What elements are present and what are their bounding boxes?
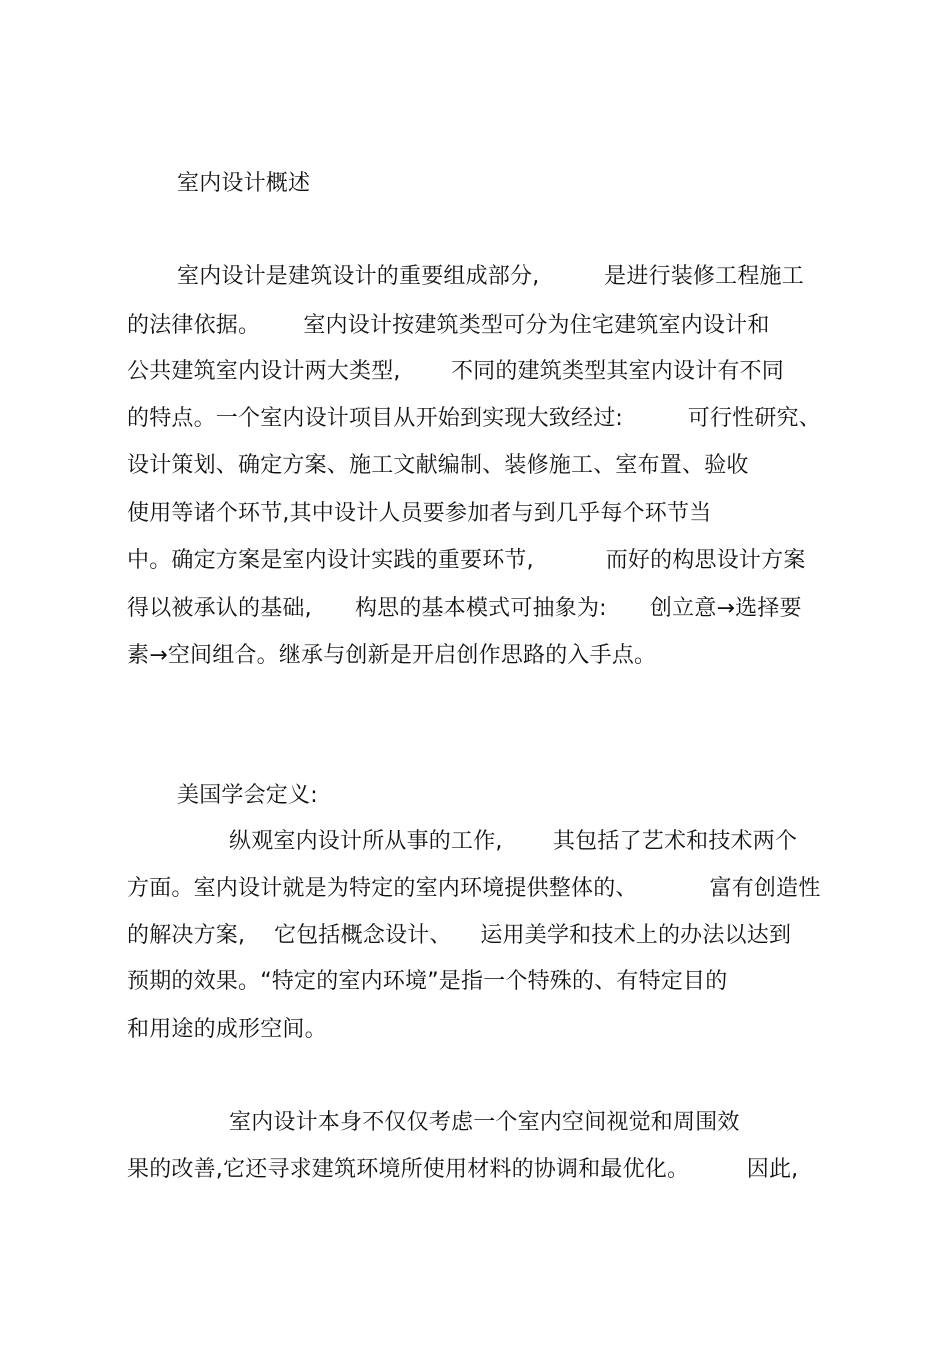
section-heading: 美国学会定义: [177,783,318,808]
paragraph-line: 纵观室内设计所从事的工作, 其包括了艺术和技术两个 [229,829,798,854]
paragraph-line: 公共建筑室内设计两大类型, 不同的建筑类型其室内设计有不同 [127,359,784,384]
paragraph-line: 的解决方案, 它包括概念设计、 运用美学和技术上的办法以达到 [127,923,792,948]
section-heading: 室内设计概述 [177,171,311,196]
paragraph-line: 室内设计本身不仅仅考虑一个室内空间视觉和周围效 [229,1110,740,1135]
paragraph-line: 和用途的成形空间。 [127,1017,327,1042]
paragraph-line: 素→空间组合。继承与创新是开启创作思路的入手点。 [127,643,657,668]
paragraph-line: 设计策划、确定方案、施工文献编制、装修施工、室布置、验收 [127,453,749,478]
paragraph-line: 中。确定方案是室内设计实践的重要环节, 而好的构思设计方案 [127,548,806,573]
paragraph-line: 得以被承认的基础, 构思的基本模式可抽象为: 创立意→选择要 [127,596,802,621]
paragraph-line: 预期的效果。“特定的室内环境”是指一个特殊的、有特定目的 [127,969,728,994]
paragraph-line: 果的改善,它还寻求建筑环境所使用材料的协调和最优化。 因此, [127,1157,799,1182]
paragraph-line: 的特点。一个室内设计项目从开始到实现大致经过: 可行性研究、 [127,406,821,431]
paragraph-line: 室内设计是建筑设计的重要组成部分, 是进行装修工程施工 [177,264,804,289]
paragraph-line: 方面。室内设计就是为特定的室内环境提供整体的、 富有创造性 [127,876,821,901]
paragraph-line: 使用等诸个环节,其中设计人员要参加者与到几乎每个环节当 [127,501,712,526]
paragraph-line: 的法律依据。 室内设计按建筑类型可分为住宅建筑室内设计和 [127,313,770,338]
